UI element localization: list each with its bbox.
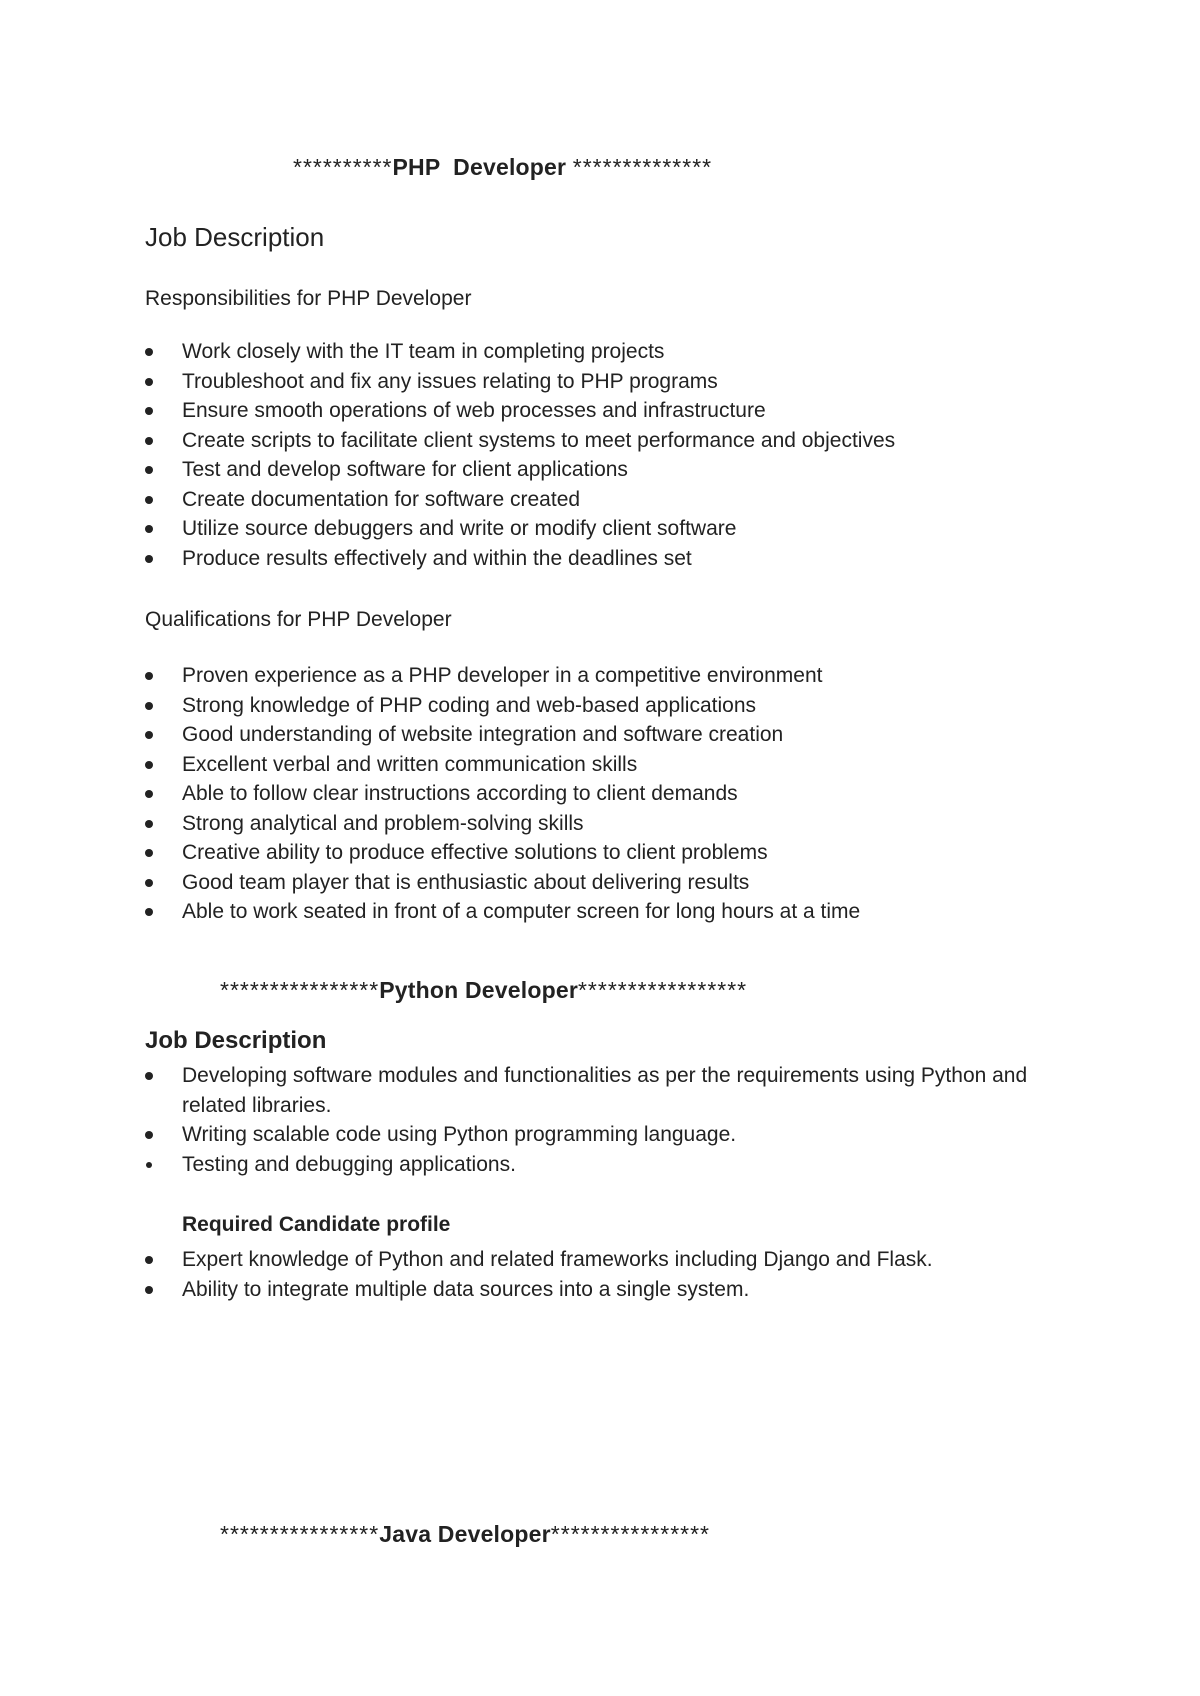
bullet (145, 702, 153, 710)
list-item (0, 661, 1082, 691)
list-item-text: Developing software modules and functionalities as per the requirements using Python and related libraries. (182, 1064, 1028, 1117)
bullet (145, 1072, 153, 1080)
bullet (145, 879, 153, 887)
python-banner-title: Python Developer (379, 977, 578, 1003)
list-item-text: Good understanding of website integration and software creation (182, 723, 784, 746)
bullet (145, 378, 153, 386)
bullet (145, 908, 153, 916)
list-item (0, 396, 1082, 426)
banner-stars-left: **************** (220, 977, 380, 1003)
list-item-text: Good team player that is enthusiastic about delivering results (182, 870, 750, 894)
list-item (0, 1275, 1082, 1305)
banner-stars-right: ***************** (577, 977, 748, 1003)
list-item (0, 544, 1082, 574)
list-item-text: Testing and debugging applications. (182, 1152, 516, 1176)
bullet (145, 466, 153, 474)
list-item-text: Ensure smooth operations of web processes and infrastructure (182, 399, 766, 422)
bullet (145, 1286, 153, 1294)
bullet (145, 672, 153, 680)
list-item (0, 367, 1082, 397)
java-banner-title: Java Developer (379, 1521, 551, 1547)
list-item (0, 779, 1082, 809)
list-item (0, 1061, 1082, 1120)
list-item-text: Produce results effectively and within the deadlines set (182, 546, 692, 570)
list-item-text: Strong analytical and problem-solving skills (182, 811, 584, 835)
bullet (145, 731, 153, 739)
bullet (145, 1256, 153, 1264)
bullet (145, 555, 153, 563)
bullet (145, 407, 153, 415)
list-item (0, 1150, 1082, 1180)
list-item (0, 485, 1082, 515)
list-item-text: Work closely with the IT team in completing projects (182, 340, 665, 363)
php-qualifications-title: Qualifications for PHP Developer (145, 608, 452, 631)
banner-stars-right: ************** (572, 154, 713, 180)
banner-stars-left: ********** (293, 154, 393, 180)
list-item-text: Troubleshoot and fix any issues relating to PHP programs (182, 369, 718, 393)
list-item-text: Ability to integrate multiple data sources into a single system. (182, 1277, 750, 1301)
banner-stars-left: **************** (220, 1521, 380, 1547)
list-item-text: Utilize source debuggers and write or modify client software (182, 517, 737, 540)
list-item (0, 809, 1082, 839)
php-responsibilities-list (0, 337, 1200, 573)
python-profile-list (0, 1245, 1200, 1304)
bullet (145, 348, 153, 356)
bullet (145, 790, 153, 798)
php-job-description-heading: Job Description (145, 222, 325, 252)
list-item-text: Strong knowledge of PHP coding and web-based applications (182, 693, 756, 717)
banner-stars-right: **************** (550, 1521, 711, 1547)
java-banner (220, 1521, 710, 1548)
bullet (145, 761, 153, 769)
bullet (146, 1162, 152, 1168)
python-job-list (0, 1061, 1200, 1179)
php-responsibilities-title: Responsibilities for PHP Developer (145, 287, 472, 310)
list-item-text: Writing scalable code using Python programming language. (182, 1123, 737, 1146)
bullet (145, 525, 153, 533)
list-item (0, 691, 1082, 721)
list-item (0, 1120, 1082, 1150)
list-item-text: Proven experience as a PHP developer in a competitive environment (182, 664, 823, 687)
list-item (0, 838, 1082, 868)
python-job-description-heading: Job Description (145, 1027, 327, 1054)
bullet (145, 849, 153, 857)
list-item-text: Test and develop software for client applications (182, 458, 628, 481)
list-item (0, 868, 1082, 898)
list-item-text: Excellent verbal and written communication skills (182, 752, 638, 776)
list-item-text: Creative ability to produce effective solutions to client problems (182, 841, 768, 864)
list-item-text: Able to work seated in front of a computer screen for long hours at a time (182, 900, 861, 923)
list-item (0, 337, 1082, 367)
list-item (0, 720, 1082, 750)
python-banner (220, 977, 747, 1004)
list-item (0, 750, 1082, 780)
php-banner-title: PHP Developer (392, 154, 567, 180)
list-item-text: Expert knowledge of Python and related frameworks including Django and Flask. (182, 1248, 933, 1271)
php-qualifications-list (0, 661, 1200, 927)
list-item (0, 514, 1082, 544)
list-item (0, 455, 1082, 485)
list-item (0, 426, 1082, 456)
list-item-text: Able to follow clear instructions according to client demands (182, 782, 738, 805)
list-item (0, 1245, 1082, 1275)
python-profile-title: Required Candidate profile (182, 1213, 451, 1236)
bullet (145, 437, 153, 445)
php-banner (293, 154, 712, 181)
bullet (145, 820, 153, 828)
list-item-text: Create documentation for software created (182, 487, 581, 511)
bullet (145, 496, 153, 504)
list-item (0, 897, 1082, 927)
bullet (145, 1131, 153, 1139)
list-item-text: Create scripts to facilitate client systems to meet performance and objectives (182, 428, 896, 452)
